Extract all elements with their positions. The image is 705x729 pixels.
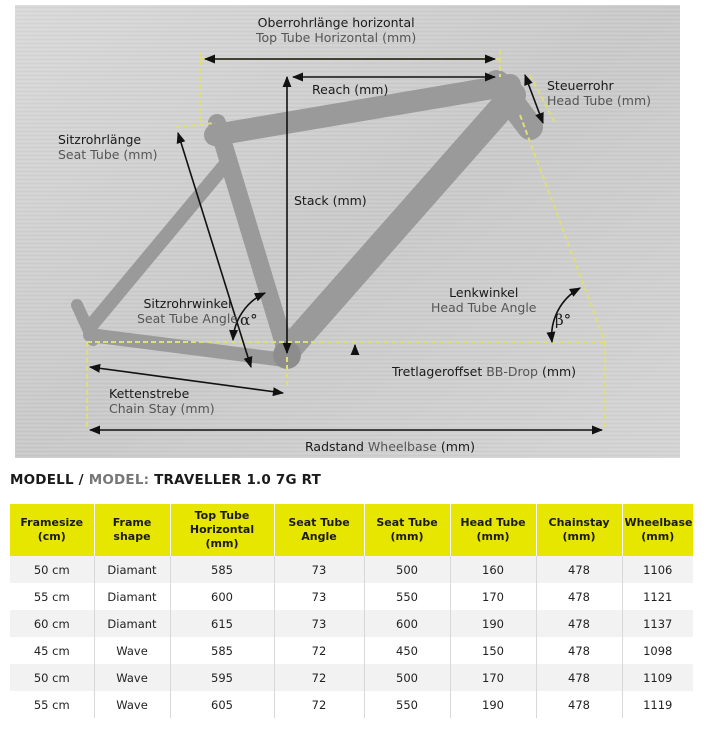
cell-chainstay: 478 — [536, 610, 622, 637]
wheelbase-label — [305, 439, 475, 454]
head-angle-label-de: Lenkwinkel — [449, 285, 519, 300]
bb-drop-label — [392, 364, 576, 379]
cell-wheelbase: 1121 — [622, 583, 693, 610]
seat-angle-label-en: Seat Tube Angle — [137, 311, 238, 326]
header-top-tube: Top Tube Horizontal (mm) — [170, 504, 274, 556]
model-prefix-en: MODEL: — [88, 472, 150, 488]
alpha-symbol: α° — [240, 311, 258, 329]
seat-tube-label-de: Sitzrohrlänge — [58, 132, 142, 147]
top-tube-label-de: Oberrohrlänge horizontal — [257, 15, 415, 30]
cell-head-tube: 170 — [450, 664, 536, 691]
cell-framesize: 50 cm — [10, 664, 94, 691]
wheelbase-label-en: Wheelbase — [367, 439, 437, 454]
seat-angle-label — [137, 296, 238, 326]
cell-seat-tube: 500 — [364, 556, 450, 583]
cell-top-tube: 585 — [170, 556, 274, 583]
cell-seat-tube: 500 — [364, 664, 450, 691]
chainstay-label-de: Kettenstrebe — [109, 386, 190, 401]
cell-head-tube: 170 — [450, 583, 536, 610]
beta-symbol: β° — [555, 311, 572, 329]
seat-tube-label-en: Seat Tube (mm) — [58, 147, 158, 162]
cell-wheelbase: 1098 — [622, 637, 693, 664]
cell-top-tube: 615 — [170, 610, 274, 637]
wheelbase-unit: (mm) — [440, 439, 475, 454]
top-tube-label-en: Top Tube Horizontal (mm) — [256, 30, 417, 45]
cell-seat-tube: 600 — [364, 610, 450, 637]
geometry-table — [10, 504, 693, 718]
cell-seat-tube-angle: 73 — [274, 556, 364, 583]
cell-frame-shape: Wave — [94, 691, 170, 718]
chainstay-label — [109, 386, 215, 416]
cell-wheelbase: 1106 — [622, 556, 693, 583]
cell-frame-shape: Wave — [94, 637, 170, 664]
cell-chainstay: 478 — [536, 637, 622, 664]
head-tube-label-en: Head Tube (mm) — [547, 93, 652, 108]
cell-frame-shape: Diamant — [94, 583, 170, 610]
cell-wheelbase: 1109 — [622, 664, 693, 691]
header-frame-shape: Frame shape — [94, 504, 170, 556]
cell-framesize: 60 cm — [10, 610, 94, 637]
header-framesize: Framesize (cm) — [10, 504, 94, 556]
model-slash: / — [73, 472, 89, 488]
stack-label: Stack (mm) — [294, 193, 367, 208]
header-chainstay: Chainstay (mm) — [536, 504, 622, 556]
chainstay-label-en: Chain Stay (mm) — [109, 401, 215, 416]
cell-head-tube: 190 — [450, 610, 536, 637]
cell-wheelbase: 1119 — [622, 691, 693, 718]
cell-frame-shape: Diamant — [94, 556, 170, 583]
table-row — [10, 583, 693, 610]
head-tube-label-de: Steuerrohr — [547, 78, 614, 93]
model-name: TRAVELLER 1.0 7G RT — [154, 472, 322, 488]
head-tube-label — [547, 78, 651, 108]
cell-chainstay: 478 — [536, 664, 622, 691]
seat-tube-label — [58, 132, 158, 162]
cell-seat-tube: 450 — [364, 637, 450, 664]
cell-framesize: 55 cm — [10, 583, 94, 610]
cell-top-tube: 600 — [170, 583, 274, 610]
cell-frame-shape: Diamant — [94, 610, 170, 637]
table-row — [10, 691, 693, 718]
head-angle-label — [431, 285, 537, 315]
reach-label: Reach (mm) — [312, 82, 389, 97]
header-wheelbase: Wheelbase (mm) — [622, 504, 693, 556]
header-seat-tube: Seat Tube (mm) — [364, 504, 450, 556]
cell-head-tube: 160 — [450, 556, 536, 583]
head-angle-label-en: Head Tube Angle — [431, 300, 537, 315]
cell-top-tube: 595 — [170, 664, 274, 691]
cell-seat-tube-angle: 72 — [274, 664, 364, 691]
cell-seat-tube: 550 — [364, 583, 450, 610]
cell-head-tube: 150 — [450, 637, 536, 664]
cell-chainstay: 478 — [536, 691, 622, 718]
cell-chainstay: 478 — [536, 583, 622, 610]
table-row — [10, 556, 693, 583]
table-row — [10, 637, 693, 664]
cell-seat-tube-angle: 73 — [274, 583, 364, 610]
cell-top-tube: 585 — [170, 637, 274, 664]
header-head-tube: Head Tube (mm) — [450, 504, 536, 556]
frame-geometry-diagram — [15, 5, 680, 458]
cell-seat-tube-angle: 72 — [274, 691, 364, 718]
seat-angle-label-de: Sitzrohrwinkel — [143, 296, 232, 311]
cell-wheelbase: 1137 — [622, 610, 693, 637]
bb-drop-label-de: Tretlageroffset — [392, 364, 483, 379]
cell-head-tube: 190 — [450, 691, 536, 718]
wheelbase-label-de: Radstand — [305, 439, 364, 454]
model-title — [10, 472, 321, 488]
cell-seat-tube-angle: 73 — [274, 610, 364, 637]
cell-chainstay: 478 — [536, 556, 622, 583]
cell-framesize: 55 cm — [10, 691, 94, 718]
bb-drop-label-en: BB-Drop — [486, 364, 538, 379]
bb-drop-unit: (mm) — [541, 364, 577, 379]
cell-framesize: 50 cm — [10, 556, 94, 583]
cell-frame-shape: Wave — [94, 664, 170, 691]
table-row — [10, 664, 693, 691]
table-row — [10, 610, 693, 637]
model-prefix-de: MODELL — [10, 472, 74, 488]
header-seat-tube-angle: Seat Tube Angle — [274, 504, 364, 556]
cell-seat-tube: 550 — [364, 691, 450, 718]
cell-framesize: 45 cm — [10, 637, 94, 664]
cell-top-tube: 605 — [170, 691, 274, 718]
table-header-row — [10, 504, 693, 556]
top-tube-label — [256, 15, 416, 45]
cell-seat-tube-angle: 72 — [274, 637, 364, 664]
